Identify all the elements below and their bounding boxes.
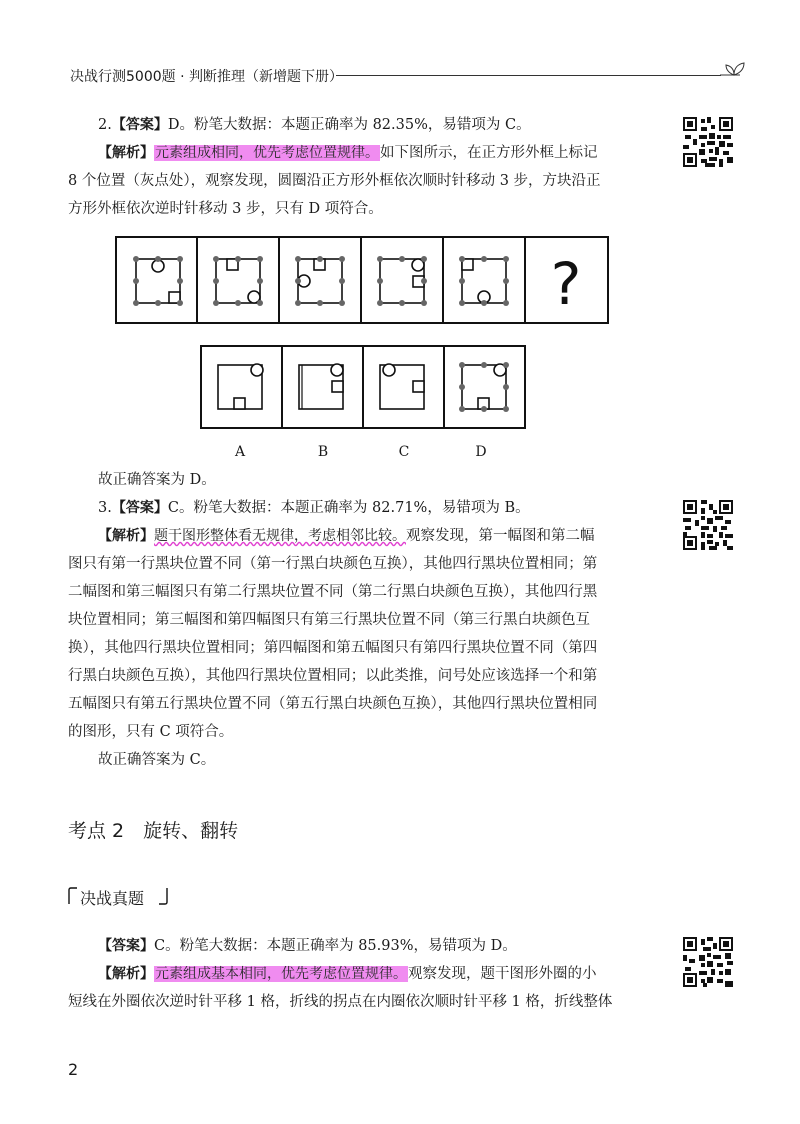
analysis-tag: 【解析】 [98,966,154,982]
q3-number: 3. [98,500,112,516]
qr-code-icon [683,117,733,167]
underlined-text: 题干图形整体看无规律，考虑相邻比较。 [154,528,406,544]
bracket-right-icon [158,886,168,906]
analysis-tag: 【解析】 [98,528,154,544]
answer-tag: 【答案】 [98,938,154,954]
bracket-left-icon [68,886,78,906]
q2-analysis-line2: 8 个位置（灰点处），观察发现，圆圈沿正方形外框依次顺时针移动 3 步，方块沿正 [68,173,601,189]
q3-answer-line [68,494,658,522]
q3-block [68,466,658,774]
option-label-c: C [398,444,410,460]
q3-analysis-line7: 五幅图只有第五行黑块位置不同（第五行黑白块颜色互换），其他四行黑块位置相同 [68,696,598,712]
q2-answer-text: D。粉笔大数据：本题正确率为 82.35%，易错项为 C。 [167,117,531,133]
q4-block [68,932,658,1016]
sprout-icon [716,56,750,80]
q3-analysis-line3: 二幅图和第三幅图只有第二行黑块位置不同（第二行黑白块颜色互换），其他四行黑 [68,584,598,600]
qr-code-icon [683,500,733,550]
header-rule [336,75,721,76]
q3-answer-text: C。粉笔大数据：本题正确率为 82.71%，易错项为 B。 [167,500,530,516]
question-figure-row [115,236,609,324]
q2-analysis-text: 如下图所示，在正方形外框上标记 [380,145,598,161]
running-header: 决战行测5000题 · 判断推理（新增题下册） [70,69,343,85]
analysis-tag: 【解析】 [98,145,154,161]
q3-analysis-line6: 行黑白块颜色互换），其他四行黑块位置相同；以此类推，问号处应该选择一个和第 [68,668,598,684]
option-label-b: B [317,444,329,460]
q3-analysis-text: 观察发现，第一幅图和第二幅 [406,528,595,544]
page-number: 2 [68,1060,79,1079]
q2-analysis-line3: 方形外框依次逆时针移动 3 步，只有 D 项符合。 [68,201,383,217]
q4-analysis-line1 [68,960,658,988]
answer-tag: 【答案】 [111,117,168,133]
option-label-d: D [475,444,487,460]
q4-answer-text: C。粉笔大数据：本题正确率为 85.93%，易错项为 D。 [154,938,517,954]
q2-conclusion: 故正确答案为 D。 [98,472,216,488]
q2-number: 2. [98,117,112,133]
q2-answer-line [68,111,658,139]
subsection-title: 决战真题 [80,889,145,908]
answer-tag: 【答案】 [111,500,168,516]
options-figure-row [200,345,526,429]
q3-analysis-line5: 换），其他四行黑块位置相同；第四幅图和第五幅图只有第四行黑块位置不同（第四 [68,640,598,656]
q4-analysis-text: 观察发现，题干图形外圈的小 [408,966,597,982]
q4-analysis-line2: 短线在外圈依次逆时针平移 1 格，折线的拐点在内圈依次顺时针平移 1 格，折线整体 [68,994,613,1010]
section-title: 考点 2 旋转、翻转 [68,820,239,842]
qr-code-icon [683,937,733,987]
q4-answer-line [68,932,658,960]
q2-analysis-line1 [68,139,658,167]
highlight-text: 元素组成相同，优先考虑位置规律。 [155,145,379,161]
q3-analysis-line2: 图只有第一行黑块位置不同（第一行黑白块颜色互换），其他四行黑块位置相同；第 [68,556,598,572]
highlight-text: 元素组成基本相同，优先考虑位置规律。 [155,966,407,982]
q3-analysis-line8: 的图形，只有 C 项符合。 [68,724,234,740]
q2-block [68,111,658,223]
option-label-a: A [234,444,246,460]
q3-conclusion: 故正确答案为 C。 [98,752,216,768]
q3-analysis-line1 [68,522,658,550]
question-mark: ? [550,250,582,318]
q3-analysis-line4: 块位置相同；第三幅图和第四幅图只有第三行黑块位置不同（第三行黑白块颜色互 [68,612,590,628]
